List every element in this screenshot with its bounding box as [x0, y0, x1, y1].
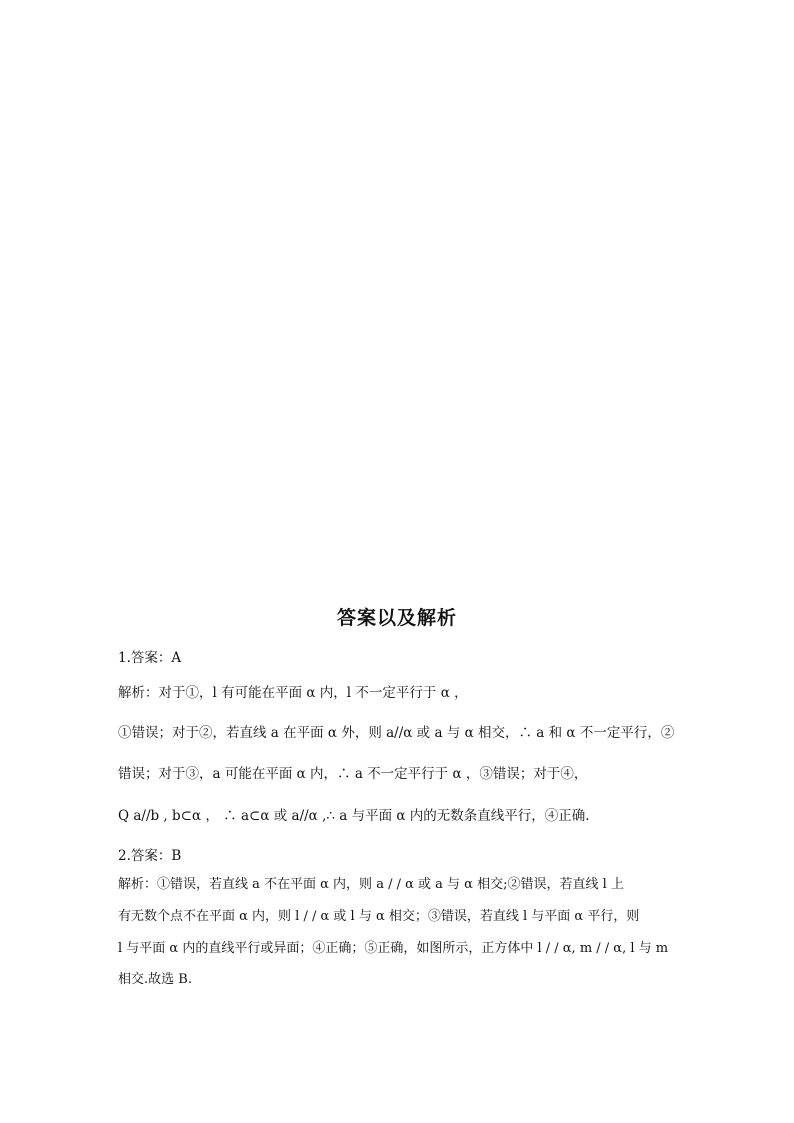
q1-line-2: ①错误；对于②，若直线 a 在平面 α 外，则 a//α 或 a 与 α 相交，∴ a 和 α 不一定平行，②: [118, 725, 675, 741]
q2-answer: 2.答案：B: [118, 848, 182, 864]
q2-line-3: l 与平面 α 内的直线平行或异面；④正确；⑤正确，如图所示，正方体中 l / / α, m / / α, l 与 m: [118, 941, 669, 956]
q1-line-3: 错误；对于③，a 可能在平面 α 内，∴ a 不一定平行于 α ，③错误；对于④，: [118, 766, 588, 782]
q2-line-4: 相交.故选 B.: [118, 972, 192, 987]
q2-line-2: 有无数个点不在平面 α 内，则 l / / α 或 l 与 α 相交；③错误，若直线 l 与平面 α 平行，则: [118, 909, 640, 924]
q1-answer: 1.答案：A: [118, 650, 182, 666]
page-title: 答案以及解析: [336, 607, 457, 629]
q2-line-1: 解析：①错误，若直线 a 不在平面 α 内，则 a / / α 或 a 与 α 相交;②错误，若直线 l 上: [118, 877, 624, 892]
q1-line-4: Q a//b , b⊂α ， ∴ a⊂α 或 a//α ,∴ a 与平面 α 内的无数条直线平行，④正确.: [118, 808, 590, 824]
q1-line-1: 解析：对于①，l 有可能在平面 α 内，l 不一定平行于 α ，: [118, 685, 468, 701]
